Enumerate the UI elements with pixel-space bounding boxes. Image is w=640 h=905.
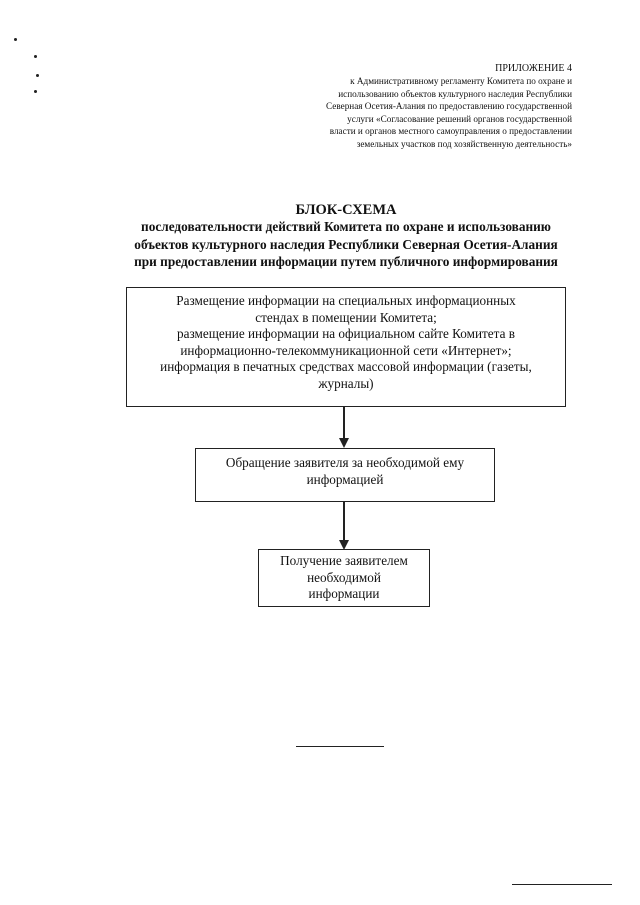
step-line: стендах в помещении Комитета; [255, 309, 437, 325]
step-line: информация в печатных средствах массовой информации (газеты, [160, 359, 532, 375]
appendix-line: к Административному регламенту Комитета по охране и [350, 76, 572, 86]
scan-dot [34, 90, 37, 93]
connector-arrow-2 [343, 502, 345, 542]
arrow-head-icon [339, 438, 349, 448]
step-line: Размещение информации на специальных информационных [176, 293, 516, 308]
step-line: Получение заявителем [280, 553, 408, 568]
subtitle-line: объектов культурного наследия Республики Северная Осетия-Алания [134, 236, 558, 252]
step-line: журналы) [318, 375, 374, 391]
step-line: Обращение заявителя за необходимой ему [225, 455, 465, 470]
subtitle-line: при предоставлении информации путем публичного информирования [134, 254, 558, 269]
step-line: размещение информации на официальном сайте Комитета в [177, 326, 515, 342]
diagram-subtitle [60, 218, 632, 271]
step-line: информацией [306, 471, 384, 487]
subtitle-line: последовательности действий Комитета по охране и использованию [141, 219, 551, 234]
appendix-line: власти и органов местного самоуправления о предоставлении [329, 126, 572, 137]
connector-arrow-1 [343, 407, 345, 441]
appendix-number: ПРИЛОЖЕНИЕ 4 [495, 63, 572, 74]
appendix-line: Северная Осетия-Алания по предоставлению государственной [326, 101, 572, 112]
step-line: необходимой [307, 569, 381, 585]
appendix-line: услуги «Согласование решений органов государственной [347, 113, 572, 124]
scan-dot [36, 74, 39, 77]
step-line: информации [308, 586, 380, 602]
step-line: информационно-телекоммуникационной сети «Интернет»; [180, 342, 512, 358]
scan-dot [14, 38, 17, 41]
flow-step-applicant-request [195, 448, 495, 502]
separator-line [512, 884, 612, 885]
appendix-header [272, 62, 572, 151]
separator-line [296, 746, 384, 747]
appendix-line: земельных участков под хозяйственную деятельность» [356, 138, 572, 149]
scan-dot [34, 55, 37, 58]
appendix-line: использованию объектов культурного наследия Республики [338, 88, 572, 99]
diagram-title: БЛОК-СХЕМА [295, 202, 397, 218]
flow-step-publication [126, 287, 566, 407]
flow-step-receive-information [258, 549, 430, 607]
